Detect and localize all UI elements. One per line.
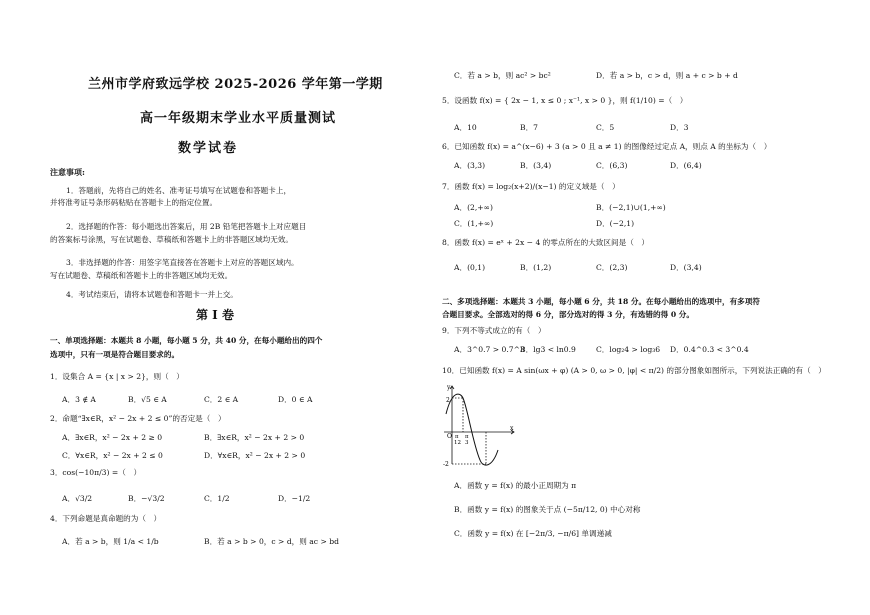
q4-option-d: D．若 a > b，c > d，则 a + c > b + d xyxy=(596,71,738,80)
q5-stem: 5．设函数 f(x) = { 2x − 1, x ≤ 0 ; x⁻¹, x > 0 }，则 f(1/10) =（ ） xyxy=(442,96,688,105)
q3-option-c: C．1/2 xyxy=(204,494,230,503)
q1-stem: 1．设集合 A = {x | x > 2}，则（ ） xyxy=(50,372,184,381)
q5-option-c: C．5 xyxy=(596,123,615,132)
note-2a: 2．选择题的作答：每小题选出答案后，用 2B 铅笔把答题卡上对应题目 xyxy=(66,222,307,231)
q3-option-a: A．√3/2 xyxy=(62,494,93,503)
q6-option-c: C．(6,3) xyxy=(596,161,628,170)
sine-curve xyxy=(446,394,498,465)
q2-option-c: C．∀x∈R，x² − 2x + 2 ≤ 0 xyxy=(62,451,163,460)
q6-stem: 6．已知函数 f(x) = a^(x−6) + 3 (a > 0 且 a ≠ 1) 的图像经过定点 A，则点 A 的坐标为（ ） xyxy=(442,142,772,151)
note-3b: 写在试题卷、草稿纸和答题卡上的非答题区域均无效。 xyxy=(50,271,233,280)
q9-option-c: C．log₂4 > log₃6 xyxy=(596,345,661,354)
q5-option-a: A．10 xyxy=(454,123,477,132)
q2-option-b: B．∃x∈R，x² − 2x + 2 > 0 xyxy=(204,433,305,442)
note-1b: 并将准考证号条形码粘贴在答题卡上的指定位置。 xyxy=(50,198,218,207)
q3-option-b: B．−√3/2 xyxy=(128,494,165,503)
section2-line1: 二、多项选择题：本题共 3 小题，每小题 6 分，共 18 分。在每小题给出的选项中，有多项符 xyxy=(442,297,760,306)
q3-option-d: D．−1/2 xyxy=(278,494,311,503)
x-tick-pi12-num: π xyxy=(455,434,459,440)
q6-option-d: D．(6,4) xyxy=(670,161,702,170)
exam-title-grade: 高一年级期末学业水平质量测试 xyxy=(140,111,337,126)
notes-title: 注意事项: xyxy=(50,167,85,177)
q4-option-b: B．若 a > b > 0，c > d，则 ac > bd xyxy=(204,537,339,546)
q7-option-d: D．(−2,1) xyxy=(596,219,635,228)
section1-line2: 选项中，只有一项是符合题目要求的。 xyxy=(50,350,180,359)
q8-option-c: C．(2,3) xyxy=(596,263,628,272)
note-3a: 3．非选择题的作答：用签字笔直接答在答题卡上对应的答题区域内。 xyxy=(66,258,299,267)
note-2b: 的答案标号涂黑，写在试题卷、草稿纸和答题卡上的非答题区域均无效。 xyxy=(50,235,293,244)
q7-option-c: C．(1,+∞) xyxy=(454,219,494,228)
q4-stem: 4．下列命题是真命题的为（ ） xyxy=(50,514,162,523)
q8-option-d: D．(3,4) xyxy=(670,263,702,272)
q1-option-c: C．2 ∈ A xyxy=(204,395,239,404)
q2-option-d: D．∀x∈R，x² − 2x + 2 > 0 xyxy=(204,451,306,460)
q9-stem: 9．下列不等式成立的有（ ） xyxy=(442,326,546,335)
q5-option-b: B．7 xyxy=(520,123,539,132)
x-axis-label: x xyxy=(510,425,514,432)
x-tick-pi3-den: 3 xyxy=(465,440,469,446)
q1-option-a: A．3 ∉ A xyxy=(62,395,96,404)
q9-option-d: D．0.4^0.3 < 3^0.4 xyxy=(670,345,749,354)
q10-option-c: C．函数 y = f(x) 在 [−2π/3, −π/6] 单调递减 xyxy=(454,529,612,538)
q10-option-b: B．函数 y = f(x) 的图象关于点 (−5π/12, 0) 中心对称 xyxy=(454,505,641,514)
q10-sine-graph xyxy=(440,380,520,470)
volume-heading: 第 I 卷 xyxy=(196,308,234,322)
q7-option-b: B．(−2,1)∪(1,+∞) xyxy=(596,203,666,212)
q10-option-a: A．函数 y = f(x) 的最小正周期为 π xyxy=(454,481,577,490)
section1-line1: 一、单项选择题：本题共 8 小题，每小题 5 分，共 40 分，在每小题给出的四个 xyxy=(50,336,323,345)
y-tick-2: 2 xyxy=(446,397,450,404)
q9-option-b: B．lg3 < ln0.9 xyxy=(520,345,576,354)
q2-option-a: A．∃x∈R，x² − 2x + 2 ≥ 0 xyxy=(62,433,163,442)
y-axis-label: y xyxy=(447,384,451,391)
origin-label: O xyxy=(447,433,452,440)
q2-stem: 2．命题“∃x∈R，x² − 2x + 2 ≤ 0”的否定是（ ） xyxy=(50,414,226,423)
y-tick-neg2: -2 xyxy=(443,461,449,468)
exam-title-school: 兰州市学府致远学校 2025-2026 学年第一学期 xyxy=(88,77,383,92)
q3-stem: 3．cos(−10π/3) =（ ） xyxy=(50,468,142,477)
q6-option-a: A．(3,3) xyxy=(454,161,486,170)
q5-option-d: D．3 xyxy=(670,123,689,132)
q8-option-b: B．(1,2) xyxy=(520,263,552,272)
x-tick-pi12-den: 12 xyxy=(454,440,461,446)
q8-option-a: A．(0,1) xyxy=(454,263,486,272)
q7-stem: 7．函数 f(x) = log₂(x+2)/(x−1) 的定义域是（ ） xyxy=(442,182,620,191)
exam-title-subject: 数学试卷 xyxy=(178,141,239,156)
q9-option-a: A．3^0.7 > 0.7^3 xyxy=(454,345,525,354)
q1-option-b: B．√5 ∈ A xyxy=(128,395,167,404)
q6-option-b: B．(3,4) xyxy=(520,161,552,170)
q8-stem: 8．函数 f(x) = eˣ + 2x − 4 的零点所在的大致区间是（ ） xyxy=(442,238,649,247)
q4-option-c: C．若 a > b，则 ac² > bc² xyxy=(454,71,551,80)
x-tick-pi3-num: π xyxy=(465,434,469,440)
q7-option-a: A．(2,+∞) xyxy=(454,203,493,212)
q1-option-d: D．0 ∈ A xyxy=(278,395,313,404)
note-4: 4．考试结束后，请将本试题卷和答题卡一并上交。 xyxy=(66,290,238,299)
section2-line2: 合题目要求。全部选对的得 6 分，部分选对的得 3 分，有选错的得 0 分。 xyxy=(442,310,694,319)
q10-stem: 10．已知函数 f(x) = A sin(ωx + φ) (A > 0, ω > 0, |φ| < π/2) 的部分图象如图所示，下列说法正确的有（ ） xyxy=(442,366,826,375)
note-1a: 1．答题前，先将自己的姓名、准考证号填写在试题卷和答题卡上， xyxy=(66,186,292,195)
q4-option-a: A．若 a > b，则 1/a < 1/b xyxy=(62,537,159,546)
